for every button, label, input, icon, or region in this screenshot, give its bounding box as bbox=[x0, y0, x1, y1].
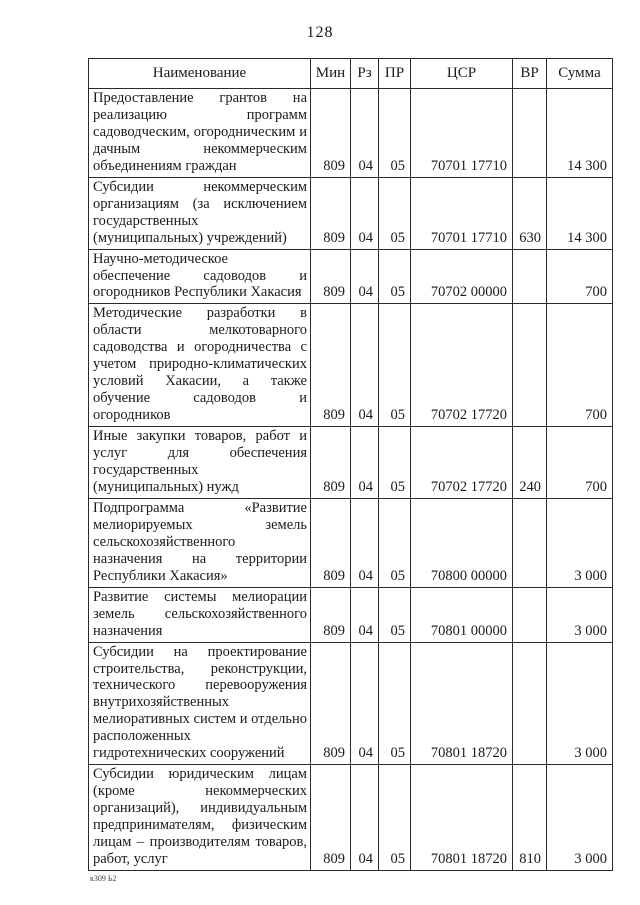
row-pr-cell: 05 bbox=[379, 498, 411, 587]
row-rz-cell: 04 bbox=[351, 587, 379, 642]
row-pr-cell: 05 bbox=[379, 765, 411, 871]
row-rz-cell: 04 bbox=[351, 177, 379, 249]
row-sum-cell: 700 bbox=[547, 249, 613, 304]
table-row bbox=[89, 765, 613, 871]
row-min-cell: 809 bbox=[311, 304, 351, 427]
table-row bbox=[89, 89, 613, 178]
row-min-cell: 809 bbox=[311, 89, 351, 178]
table-body bbox=[89, 89, 613, 871]
row-sum-cell: 14 300 bbox=[547, 89, 613, 178]
row-sum-cell: 3 000 bbox=[547, 765, 613, 871]
row-pr-cell: 05 bbox=[379, 177, 411, 249]
row-csr-cell: 70701 17710 bbox=[411, 177, 513, 249]
row-sum-cell: 700 bbox=[547, 304, 613, 427]
table-row bbox=[89, 249, 613, 304]
row-min-cell: 809 bbox=[311, 642, 351, 765]
row-name-cell: Научно-методическое обеспечение садоводов и огородников Республики Хакасия bbox=[89, 249, 311, 304]
row-vr-cell: 630 bbox=[513, 177, 547, 249]
row-min-cell: 809 bbox=[311, 765, 351, 871]
row-csr-cell: 70801 00000 bbox=[411, 587, 513, 642]
table-row bbox=[89, 642, 613, 765]
row-pr-cell: 05 bbox=[379, 642, 411, 765]
row-name-cell: Иные закупки товаров, работ и услуг для обеспечения государственных (муниципальных) нужд bbox=[89, 427, 311, 499]
header-pr: ПР bbox=[379, 59, 411, 89]
row-pr-cell: 05 bbox=[379, 89, 411, 178]
row-csr-cell: 70702 17720 bbox=[411, 427, 513, 499]
row-rz-cell: 04 bbox=[351, 642, 379, 765]
row-sum-cell: 700 bbox=[547, 427, 613, 499]
row-vr-cell bbox=[513, 587, 547, 642]
row-sum-cell: 3 000 bbox=[547, 642, 613, 765]
row-name-cell: Предоставление грантов на реализацию программ садоводческим, огородническим и дачным некоммерческим объединениям граждан bbox=[89, 89, 311, 178]
row-vr-cell bbox=[513, 304, 547, 427]
header-name: Наименование bbox=[89, 59, 311, 89]
row-min-cell: 809 bbox=[311, 249, 351, 304]
header-vr: ВР bbox=[513, 59, 547, 89]
row-rz-cell: 04 bbox=[351, 304, 379, 427]
budget-table bbox=[88, 58, 613, 871]
table-row bbox=[89, 587, 613, 642]
header-min: Мин bbox=[311, 59, 351, 89]
row-name-cell: Субсидии некоммерческим организациям (за исключением государственных (муниципальных) учреждений) bbox=[89, 177, 311, 249]
row-rz-cell: 04 bbox=[351, 89, 379, 178]
row-rz-cell: 04 bbox=[351, 498, 379, 587]
row-vr-cell bbox=[513, 89, 547, 178]
footer-print-code: к309 Ь2 bbox=[90, 874, 117, 883]
header-sum: Сумма bbox=[547, 59, 613, 89]
row-rz-cell: 04 bbox=[351, 427, 379, 499]
row-csr-cell: 70801 18720 bbox=[411, 765, 513, 871]
row-vr-cell bbox=[513, 498, 547, 587]
table-row bbox=[89, 304, 613, 427]
row-vr-cell bbox=[513, 249, 547, 304]
row-vr-cell: 810 bbox=[513, 765, 547, 871]
row-min-cell: 809 bbox=[311, 177, 351, 249]
table-row bbox=[89, 427, 613, 499]
row-csr-cell: 70702 00000 bbox=[411, 249, 513, 304]
header-csr: ЦСР bbox=[411, 59, 513, 89]
row-name-cell: Субсидии на проектирование строительства, реконструкции, технического перевооружения внутрихозяйственных мелиоративных систем и отдельно расположенных гидротехнических сооружений bbox=[89, 642, 311, 765]
row-name-cell: Подпрограмма «Развитие мелиорируемых земель сельскохозяйственного назначения на территории Республики Хакасия» bbox=[89, 498, 311, 587]
row-name-cell: Методические разработки в области мелкотоварного садоводства и огородничества с учетом природно-климатических условий Хакасии, а также обучение садоводов и огородников bbox=[89, 304, 311, 427]
row-rz-cell: 04 bbox=[351, 249, 379, 304]
row-min-cell: 809 bbox=[311, 427, 351, 499]
header-rz: Рз bbox=[351, 59, 379, 89]
row-name-cell: Развитие системы мелиорации земель сельскохозяйственного назначения bbox=[89, 587, 311, 642]
row-pr-cell: 05 bbox=[379, 587, 411, 642]
row-csr-cell: 70800 00000 bbox=[411, 498, 513, 587]
table-row bbox=[89, 498, 613, 587]
row-vr-cell bbox=[513, 642, 547, 765]
row-csr-cell: 70702 17720 bbox=[411, 304, 513, 427]
page-number: 128 bbox=[306, 24, 334, 41]
row-csr-cell: 70701 17710 bbox=[411, 89, 513, 178]
row-sum-cell: 3 000 bbox=[547, 587, 613, 642]
row-name-cell: Субсидии юридическим лицам (кроме некоммерческих организаций), индивидуальным предпринимателям, физическим лицам – производителям товаров, работ, услуг bbox=[89, 765, 311, 871]
row-pr-cell: 05 bbox=[379, 427, 411, 499]
row-sum-cell: 3 000 bbox=[547, 498, 613, 587]
row-sum-cell: 14 300 bbox=[547, 177, 613, 249]
table-header bbox=[89, 59, 613, 89]
table-row bbox=[89, 177, 613, 249]
row-min-cell: 809 bbox=[311, 498, 351, 587]
row-min-cell: 809 bbox=[311, 587, 351, 642]
row-csr-cell: 70801 18720 bbox=[411, 642, 513, 765]
row-pr-cell: 05 bbox=[379, 304, 411, 427]
row-rz-cell: 04 bbox=[351, 765, 379, 871]
row-pr-cell: 05 bbox=[379, 249, 411, 304]
row-vr-cell: 240 bbox=[513, 427, 547, 499]
